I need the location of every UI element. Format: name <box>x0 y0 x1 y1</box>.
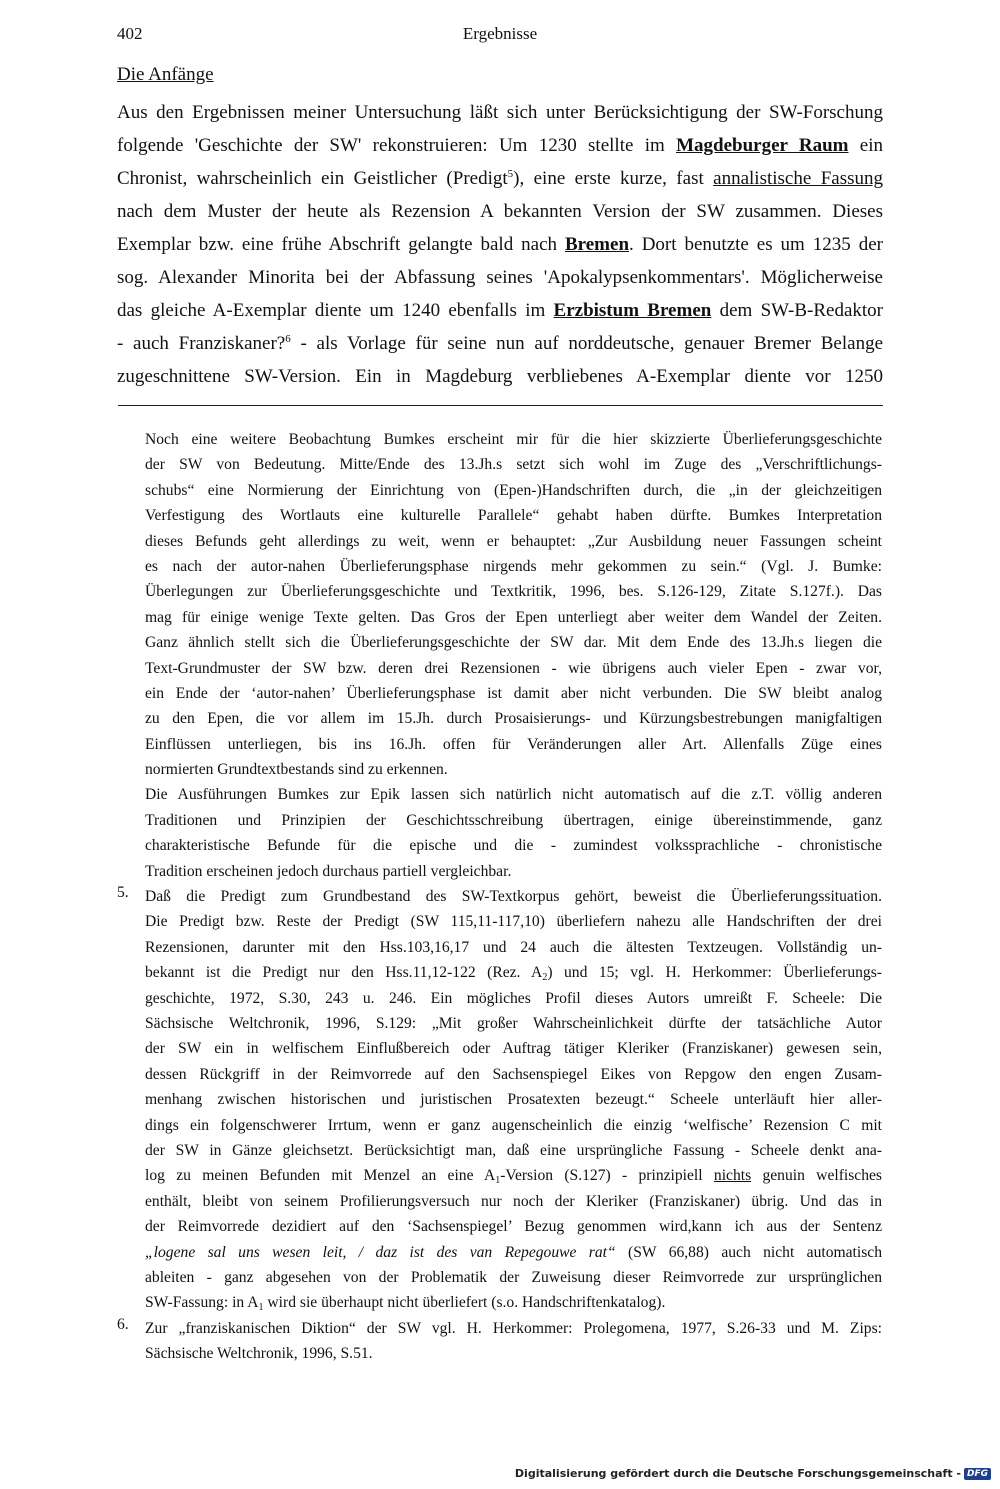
body-line <box>117 129 883 162</box>
footnote-line: Überlegungen zur Überlieferungsgeschichte und Textkritik, 1996, bes. S.126-129, Zitate S.127f.). Das <box>145 583 882 601</box>
text-run: annalistische Fassung <box>713 168 883 189</box>
text-run: log zu meinen Befunden mit Menzel an eine A <box>145 1167 496 1185</box>
footnote-line: mag für einige wenige Texte gelten. Das Gros der Epen unterliegt aber weiter dem Wandel der Zeiten. <box>145 608 882 626</box>
text-run: Die Predigt bzw. Reste der Predigt (SW 115,11-117,10) überliefern nahezu alle Handschriften der drei <box>145 913 882 931</box>
text-run: SW-Fassung: in A <box>145 1294 259 1312</box>
footnote-line: dieses Befunds geht allerdings zu weit, wenn er behauptet: „Zur Ausbildung neuer Fassungen scheint <box>145 532 882 550</box>
footnote-line: es nach der autor-nahen Überlieferungsphase nirgends mehr gekommen zu sein.“ (Vgl. J. Bumke: <box>145 557 882 575</box>
body-line <box>117 327 883 360</box>
text-run: - auch Franziskaner? <box>117 333 286 354</box>
text-run: geschichte, 1972, S.30, 243 u. 246. Ein mögliches Profil dieses Autors umreißt F. Scheele: Die <box>145 989 882 1007</box>
footnote-line: ein Ende der ‘autor-nahen’ Überlieferungsphase ist damit aber nicht verbunden. Die SW bleibt analog <box>145 684 882 702</box>
footnote-line: Noch eine weitere Beobachtung Bumkes erscheint mir für die hier skizzierte Überlieferungsgeschichte <box>145 431 882 448</box>
body-line <box>117 195 883 228</box>
footnote-line <box>145 1138 882 1163</box>
text-run: enthält, bleibt von seinem Profilierungsversuch nur noch der Kleriker (Franziskaner) übrig. Und das in <box>145 1192 882 1210</box>
text-run: genuin welfisches <box>751 1167 882 1185</box>
footnote-line <box>145 960 882 985</box>
text-run: dem SW-B-Redaktor <box>711 300 883 321</box>
footnote-line: Text-Grundmuster der SW bzw. deren drei Rezensionen - wie übrigens auch vieler Epen - zwar vor, <box>145 659 882 677</box>
body-line <box>117 228 883 261</box>
footnote-continued-para-1 <box>145 427 882 782</box>
text-run: Erzbistum Bremen <box>553 300 712 321</box>
footnote-line: Ganz ähnlich stellt sich die Überlieferungsgeschichte der SW dar. Mit dem Ende des 13.Jh.s liegen die <box>145 634 882 652</box>
text-run: 6 <box>285 333 291 345</box>
footnote-line: normierten Grundtextbestands sind zu erkennen. <box>145 761 448 779</box>
footnote-line: charakteristische Befunde für die epische und die - zumindest volkssprachliche - chronistische <box>145 837 882 855</box>
text-run: Daß die Predigt zum Grundbestand des SW-Textkorpus gehört, beweist die Überlieferungssituation. <box>145 888 882 906</box>
footnote-line: Sächsische Weltchronik, 1996, S.51. <box>145 1345 373 1363</box>
body-line <box>117 96 883 129</box>
text-run: 2 <box>542 972 548 984</box>
footnote-line <box>145 1290 882 1315</box>
footer-text: Digitalisierung gefördert durch die Deutsche Forschungsgemeinschaft - <box>514 1467 961 1480</box>
text-run: folgende 'Geschichte der SW' rekonstruieren: Um 1230 stellte im <box>117 135 677 156</box>
text-run: -Version (S.127) - prinzipiell <box>500 1167 714 1185</box>
text-run: Aus den Ergebnissen meiner Untersuchung läßt sich unter Berücksichtigung der SW-Forschung <box>117 102 883 123</box>
footnote-line: Einflüssen unterliegen, bis ins 16.Jh. offen für Veränderungen aller Art. Allenfalls Züge eines <box>145 735 882 753</box>
footnote-line <box>145 909 882 934</box>
footnote-5 <box>117 884 882 1316</box>
body-line <box>117 261 883 294</box>
text-run: 1 <box>495 1175 501 1187</box>
footnote-line: Die Ausführungen Bumkes zur Epik lassen sich natürlich nicht automatisch auf die z.T. völlig anderen <box>145 786 882 804</box>
text-run: nichts <box>713 1167 752 1185</box>
text-run: „logene sal uns wesen leit, / daz ist des van Repegouwe rat“ <box>145 1243 616 1261</box>
text-run: . Dort benutzte es um 1235 der <box>629 234 883 255</box>
text-run: der Reimvorrede dezidiert auf den ‘Sachsenspiegel’ Bezug genommen wird,kann ich aus der Sentenz <box>145 1218 882 1236</box>
body-line <box>117 294 883 327</box>
text-run: zugeschnittene SW-Version. Ein in Magdeburg verbliebenes A-Exemplar diente vor 1250 <box>117 366 883 387</box>
text-run: (SW 66,88) auch nicht automatisch <box>615 1243 882 1261</box>
footnote-line <box>145 986 882 1011</box>
running-head: Ergebnisse <box>462 24 538 43</box>
footnote-line: schubs“ eine Normierung der Einrichtung von (Epen-)Handschriften durch, die „in der gleichzeitigen <box>145 481 882 499</box>
text-run: menhang zwischen historischen und juristischen Prosatexten bezeugt.“ Scheele unterläuft hier aller- <box>145 1091 882 1109</box>
text-run: ) und 15; vgl. H. Herkommer: Überlieferungs- <box>547 964 882 982</box>
footnote-continued-para-2 <box>145 782 882 884</box>
text-run: dings ein folgenschwerer Irrtum, wenn er ganz augenscheinlich die einzig ‘welfische’ Rezension C mit <box>145 1116 882 1134</box>
footnote-line <box>145 1240 882 1265</box>
text-run: sog. Alexander Minorita bei der Abfassung seines 'Apokalypsenkommentars'. Möglicherweise <box>117 267 883 288</box>
footnote-line: Verfestigung des Wortlauts eine kulturelle Parallele“ gehabt haben dürfte. Bumkes Interpretation <box>145 507 882 525</box>
section-title: Die Anfänge <box>117 64 214 85</box>
footnote-line: Tradition erscheinen jedoch durchaus partiell vergleichbar. <box>145 862 512 880</box>
text-run: ableiten - ganz abgesehen von der Problematik der Zuweisung dieser Reimvorrede zur ursprünglichen <box>145 1268 882 1286</box>
text-run: der SW ein in welfischem Einflußbereich oder Auftrag tätiger Kleriker (Franziskaner) gewesen sein, <box>145 1040 882 1058</box>
page-number: 402 <box>117 24 143 43</box>
footnote-line <box>145 1113 882 1138</box>
footnote-line <box>145 1011 882 1036</box>
body-line <box>117 360 883 393</box>
footnote-line <box>145 1265 882 1290</box>
footnote-rule <box>118 405 883 406</box>
footnote-6-mark: 6. <box>117 1315 129 1333</box>
footer-credit <box>515 1467 991 1480</box>
footnotes <box>117 427 882 1366</box>
text-run: nach dem Muster der heute als Rezension A bekannten Version der SW zusammen. Dieses <box>117 201 883 222</box>
footnote-line <box>145 1087 882 1112</box>
footnote-5-mark: 5. <box>117 884 129 902</box>
footnote-line <box>145 1062 882 1087</box>
text-run: - als Vorlage für seine nun auf norddeutsche, genauer Bremer Belange <box>290 333 883 354</box>
text-run: Sächsische Weltchronik, 1996, S.129: „Mit großer Wahrscheinlichkeit dürfte der tatsächliche Autor <box>145 1014 882 1032</box>
text-run: 1 <box>258 1302 264 1314</box>
text-run: der SW in Gänze gleichsetzt. Berücksichtigt man, daß eine ursprüngliche Fassung - Scheele denkt ana- <box>145 1141 882 1159</box>
text-run: ein <box>848 135 884 156</box>
footnote-line <box>145 1163 882 1188</box>
text-run: dessen Rückgriff in der Reimvorrede auf den Sachsenspiegel Eikes von Repgow den engen Zusam- <box>145 1065 882 1083</box>
footnote-line: zu den Epen, die vor allem im 15.Jh. durch Prosaisierungs- und Kürzungsbestrebungen manigfaltigen <box>145 710 882 728</box>
footnote-line: der SW von Bedeutung. Mitte/Ende des 13.Jh.s setzt sich wohl im Zuge des „Verschriftlichungs- <box>145 456 882 474</box>
text-run: Rezensionen, darunter mit den Hss.103,16,17 und 24 auch die ältesten Textzeugen. Vollständig un- <box>145 938 882 956</box>
text-run: Exemplar bzw. eine frühe Abschrift gelangte bald nach <box>117 234 565 255</box>
body-line <box>117 162 883 195</box>
footnote-line <box>145 1214 882 1239</box>
text-run: bekannt ist die Predigt nur den Hss.11,12-122 (Rez. A <box>145 964 543 982</box>
text-run: ), eine erste kurze, fast <box>513 168 714 189</box>
dfg-logo: DFG <box>964 1468 991 1480</box>
text-run: Bremen <box>564 234 630 255</box>
footnote-line <box>145 884 882 909</box>
footnote-line <box>145 1189 882 1214</box>
text-run: Magdeburger Raum <box>676 135 849 156</box>
footnote-6 <box>117 1315 882 1367</box>
footnote-line: Zur „franziskanischen Diktion“ der SW vgl. H. Herkommer: Prolegomena, 1977, S.26-33 und M. Zips: <box>145 1319 882 1337</box>
text-run: Chronist, wahrscheinlich ein Geistlicher (Predigt <box>117 168 508 189</box>
footnote-line: Traditionen und Prinzipien der Geschichtsschreibung übertragen, einige übereinstimmende, ganz <box>145 811 882 829</box>
text-run: das gleiche A-Exemplar diente um 1240 ebenfalls im <box>117 300 554 321</box>
footnote-line <box>145 935 882 960</box>
footnote-line <box>145 1036 882 1061</box>
body-text <box>117 96 883 393</box>
text-run: 5 <box>507 168 514 180</box>
text-run: wird sie überhaupt nicht überliefert (s.o. Handschriftenkatalog). <box>263 1294 666 1312</box>
